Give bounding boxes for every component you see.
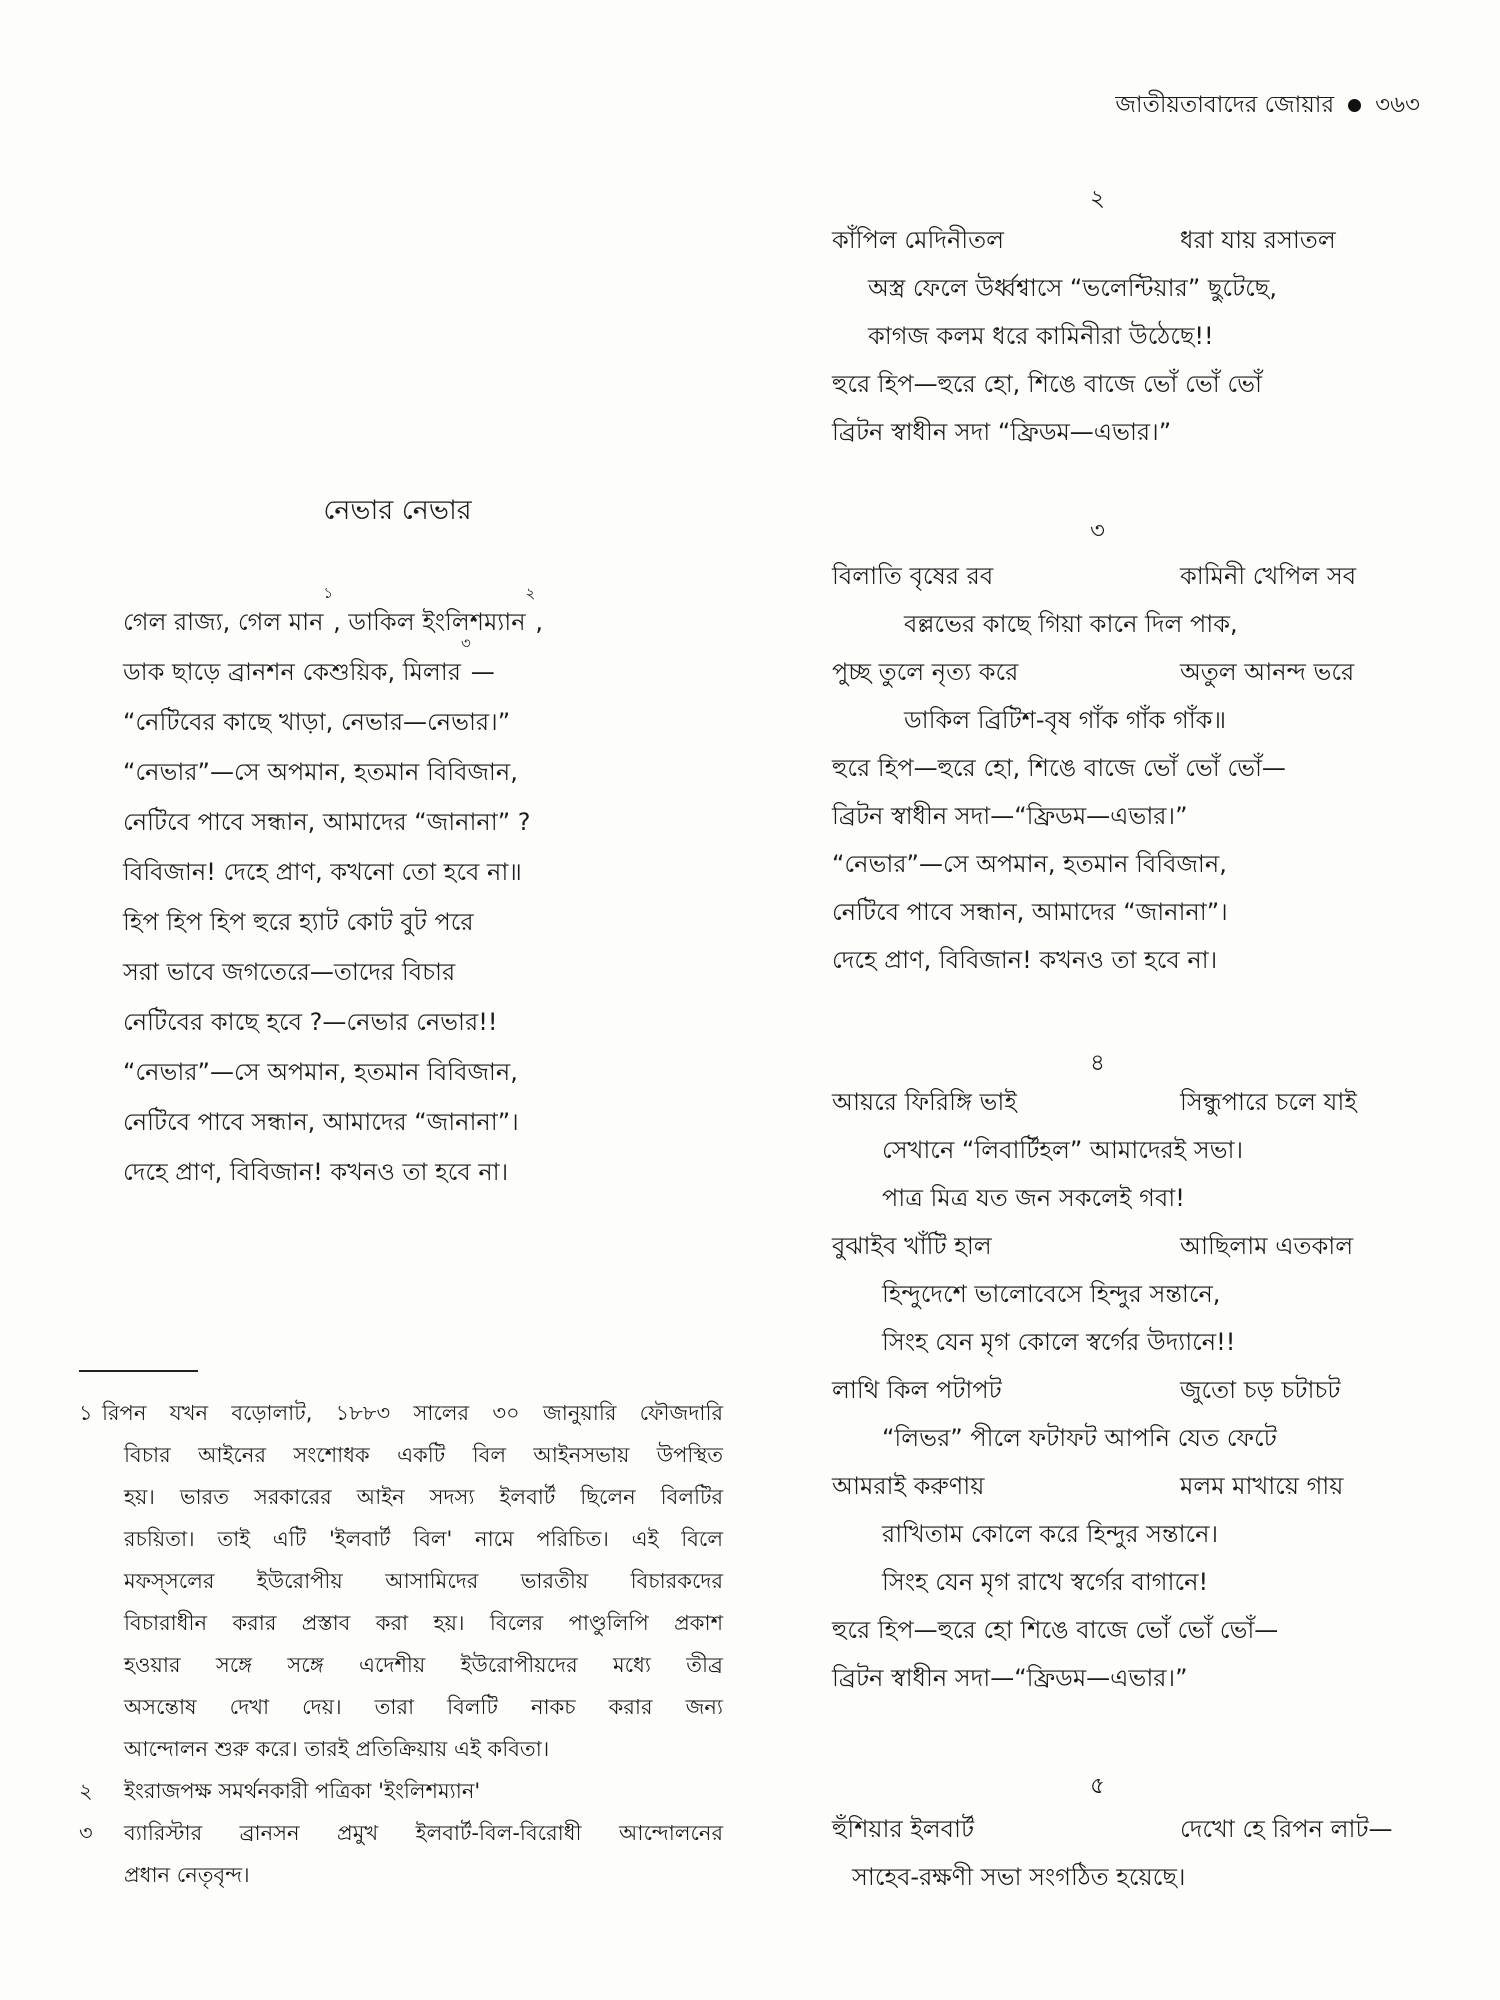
- poem-line: [123, 1047, 543, 1097]
- verse-half-left: বুঝাইব খাঁটি হাল: [832, 1232, 992, 1260]
- verse-text: কাগজ কলম ধরে কামিনীরা উঠেছে!!: [868, 322, 1214, 350]
- footnote-number: ৩: [79, 1821, 93, 1845]
- verse-text: নেটিবে পাবে সন্ধান, আমাদের “জানানা”।: [832, 898, 1228, 926]
- verse-text: হুরে হিপ—হুরে হো, শিঙে বাজে ভোঁ ভোঁ ভোঁ—: [832, 754, 1286, 782]
- poem-text: বিবিজান! দেহে প্রাণ, কখনো তো হবে না॥: [123, 858, 522, 886]
- poem-text: “নেভার”—সে অপমান, হতমান বিবিজান,: [123, 758, 518, 786]
- page-number: ৩৬৩: [1375, 92, 1420, 118]
- verse-text: সিংহ যেন মৃগ রাখে স্বর্গের বাগানে!: [882, 1568, 1209, 1596]
- footnote-line: রচয়িতা। তাই এটি 'ইলবার্ট বিল' নামে পরিচিত। এই বিলে: [124, 1527, 723, 1551]
- verse-line: [832, 1606, 1432, 1654]
- verse-line: [832, 840, 1432, 888]
- poem-line: [123, 1147, 543, 1197]
- footnote-line: হওয়ার সঙ্গে সঙ্গে এদেশীয় ইউরোপীয়দের মধ্যে তীব্র: [124, 1653, 723, 1677]
- poem-line: [123, 1097, 543, 1147]
- verse-half-right: দেখো হে রিপন লাট—: [1180, 1815, 1393, 1843]
- verse-line: [832, 312, 1432, 360]
- footnote-line: বিচার আইনের সংশোধক একটি বিল আইনসভায় উপস্থিত: [124, 1443, 723, 1467]
- verse-line: [832, 1222, 1432, 1270]
- verse-text: বল্লভের কাছে গিয়া কানে দিল পাক,: [904, 610, 1238, 638]
- verse-line: [832, 1318, 1432, 1366]
- verse-text: হিন্দুদেশে ভালোবেসে হিন্দুর সন্তানে,: [882, 1280, 1221, 1308]
- verse-text: রাখিতাম কোলে করে হিন্দুর সন্তানে।: [882, 1520, 1219, 1548]
- verse-text: “লিভর” পীলে ফটাফট আপনি যেত ফেটে: [882, 1424, 1277, 1452]
- poem-line: [123, 747, 543, 797]
- verse-line: [832, 360, 1432, 408]
- poem-line: [123, 897, 543, 947]
- footnote-line: রিপন যখন বড়োলাট, ১৮৮৩ সালের ৩০ জানুয়ারি ফৌজদারি: [102, 1401, 723, 1425]
- poem-line: [123, 997, 543, 1047]
- verse-half-left: বিলাতি বৃষের রব: [832, 562, 994, 590]
- poem-text: গেল রাজ্য, গেল মান: [123, 608, 324, 636]
- verse-half-right: ধরা যায় রসাতল: [1180, 226, 1336, 254]
- verse-line: [832, 264, 1432, 312]
- left-poem: [123, 584, 543, 1197]
- verse-line: [832, 552, 1432, 600]
- verse-line: [832, 1366, 1432, 1414]
- footnote-line: হয়। ভারত সরকারের আইন সদস্য ইলবার্ট ছিলেন বিলটির: [124, 1485, 723, 1509]
- poem-text: সরা ভাবে জগতেরে—তাদের বিচার: [123, 958, 456, 986]
- verse-line: [832, 1654, 1432, 1702]
- footnote-number: ১: [79, 1401, 93, 1425]
- verse-half-left: পুচ্ছ তুলে নৃত্য করে: [832, 658, 1019, 686]
- poem-text: দেহে প্রাণ, বিবিজান! কখনও তা হবে না।: [123, 1158, 509, 1186]
- verse-half-left: লাথি কিল পটাপট: [832, 1376, 1002, 1404]
- verse-text: সিংহ যেন মৃগ কোলে স্বর্গের উদ্যানে!!: [882, 1328, 1236, 1356]
- verse-line: [832, 696, 1432, 744]
- verse-section: [832, 1805, 1432, 1901]
- verse-half-right: কামিনী খেপিল সব: [1180, 562, 1357, 590]
- verse-text: পাত্র মিত্র যত জন সকলেই গবা!: [882, 1184, 1185, 1212]
- section-number: ৩: [1090, 518, 1105, 544]
- verse-text: সাহেব-রক্ষণী সভা সংগঠিত হয়েছে।: [852, 1863, 1186, 1891]
- section-number: ৫: [1090, 1773, 1105, 1799]
- footnote-number: ২: [79, 1779, 93, 1803]
- verse-line: [832, 744, 1432, 792]
- section-number: ৪: [1090, 1050, 1105, 1076]
- verse-line: [832, 1462, 1432, 1510]
- verse-line: [832, 888, 1432, 936]
- verse-half-right: সিন্ধুপারে চলে যাই: [1180, 1088, 1357, 1116]
- poem-text: “নেটিবের কাছে খাড়া, নেভার—নেভার।”: [123, 708, 511, 736]
- verse-line: [832, 936, 1432, 984]
- poem-line: [123, 634, 543, 697]
- verse-half-right: অতুল আনন্দ ভরে: [1180, 658, 1355, 686]
- poem-text: ,: [535, 608, 543, 636]
- poem-text: ডাক ছাড়ে ব্রানশন কেশুয়িক, মিলার: [123, 658, 461, 686]
- footnote-ref: ২: [525, 584, 536, 602]
- footnote-divider: [79, 1370, 198, 1372]
- verse-half-right: মলম মাখায়ে গায়: [1180, 1472, 1344, 1500]
- poem-text: হিপ হিপ হিপ হুরে হ্যাট কোট বুট পরে: [123, 908, 474, 936]
- verse-text: হুরে হিপ—হুরে হো শিঙে বাজে ভোঁ ভোঁ ভোঁ—: [832, 1616, 1279, 1644]
- verse-text: ব্রিটন স্বাধীন সদা “ফ্রিডম—এভার।”: [832, 418, 1172, 446]
- footnote: [79, 1392, 723, 1770]
- poem-line: [123, 584, 543, 647]
- verse-section: [832, 552, 1432, 984]
- verse-text: ব্রিটন স্বাধীন সদা—“ফ্রিডম—এভার।”: [832, 1664, 1188, 1692]
- verse-half-left: হুঁশিয়ার ইলবার্ট: [832, 1815, 975, 1843]
- verse-half-left: আয়রে ফিরিঙ্গি ভাই: [832, 1088, 1017, 1116]
- verse-line: [832, 792, 1432, 840]
- verse-line: [832, 1853, 1432, 1901]
- poem-line: [123, 847, 543, 897]
- poem-line: [123, 947, 543, 997]
- poem-text: নেটিবের কাছে হবে ?—নেভার নেভার!!: [123, 1008, 498, 1036]
- verse-section: [832, 1078, 1432, 1702]
- verse-half-right: জুতো চড় চটাচট: [1180, 1376, 1341, 1404]
- section-number: ২: [1090, 186, 1105, 212]
- footnote-line: ইংরাজপক্ষ সমর্থনকারী পত্রিকা 'ইংলিশম্যান': [124, 1779, 481, 1803]
- verse-text: সেখানে “লিবার্টিহল” আমাদেরই সভা।: [882, 1136, 1244, 1164]
- verse-line: [832, 1805, 1432, 1853]
- verse-text: ব্রিটন স্বাধীন সদা—“ফ্রিডম—এভার।”: [832, 802, 1188, 830]
- poem-text: নেটিবে পাবে সন্ধান, আমাদের “জানানা” ?: [123, 808, 531, 836]
- footnote-ref: ১: [323, 584, 334, 602]
- poem-title: নেভার নেভার: [323, 495, 472, 526]
- verse-text: দেহে প্রাণ, বিবিজান! কখনও তা হবে না।: [832, 946, 1218, 974]
- verse-half-right: আছিলাম এতকাল: [1180, 1232, 1354, 1260]
- footnote-line: ব্যারিস্টার ব্রানসন প্রমুখ ইলবার্ট-বিল-বিরোধী আন্দোলনের: [124, 1821, 723, 1845]
- bullet-icon: [1348, 99, 1361, 112]
- verse-half-left: কাঁপিল মেদিনীতল: [832, 226, 1005, 254]
- footnote-line: আন্দোলন শুরু করে। তারই প্রতিক্রিয়ায় এই কবিতা।: [124, 1737, 550, 1761]
- footnote: [79, 1812, 723, 1896]
- verse-half-left: আমরাই করুণায়: [832, 1472, 985, 1500]
- footnote-line: মফস্‌সলের ইউরোপীয় আসামিদের ভারতীয় বিচারকদের: [124, 1569, 723, 1593]
- footnote-line: অসন্তোষ দেখা দেয়। তারা বিলটি নাকচ করার জন্য: [124, 1695, 723, 1719]
- footnote: [79, 1770, 723, 1812]
- verse-text: “নেভার”—সে অপমান, হতমান বিবিজান,: [832, 850, 1227, 878]
- verse-line: [832, 1078, 1432, 1126]
- verse-line: [832, 648, 1432, 696]
- verse-line: [832, 1414, 1432, 1462]
- poem-text: নেটিবে পাবে সন্ধান, আমাদের “জানানা”।: [123, 1108, 519, 1136]
- verse-line: [832, 408, 1432, 456]
- verse-text: হুরে হিপ—হুরে হো, শিঙে বাজে ভোঁ ভোঁ ভোঁ: [832, 370, 1262, 398]
- verse-line: [832, 1270, 1432, 1318]
- poem-line: [123, 697, 543, 747]
- footnote-line: প্রধান নেতৃবৃন্দ।: [124, 1863, 250, 1887]
- running-title: জাতীয়তাবাদের জোয়ার: [1115, 92, 1335, 118]
- running-header: [1115, 86, 1420, 125]
- poem-text: , ডাকিল ইংলিশম্যান: [333, 608, 526, 636]
- verse-line: [832, 1510, 1432, 1558]
- footnote-ref: ৩: [460, 634, 471, 652]
- poem-text: “নেভার”—সে অপমান, হতমান বিবিজান,: [123, 1058, 518, 1086]
- footnote-line: বিচারাধীন করার প্রস্তাব করা হয়। বিলের পাণ্ডুলিপি প্রকাশ: [124, 1611, 723, 1635]
- verse-text: ডাকিল ব্রিটিশ-বৃষ গাঁক গাঁক গাঁক॥: [904, 706, 1227, 734]
- verse-line: [832, 1174, 1432, 1222]
- verse-section: [832, 216, 1432, 456]
- verse-line: [832, 216, 1432, 264]
- verse-text: অস্ত্র ফেলে উর্ধ্বশ্বাসে “ভলেন্টিয়ার” ছুটেছে,: [868, 274, 1277, 302]
- verse-line: [832, 1558, 1432, 1606]
- verse-line: [832, 1126, 1432, 1174]
- poem-line: [123, 797, 543, 847]
- poem-text: —: [470, 658, 495, 686]
- verse-line: [832, 600, 1432, 648]
